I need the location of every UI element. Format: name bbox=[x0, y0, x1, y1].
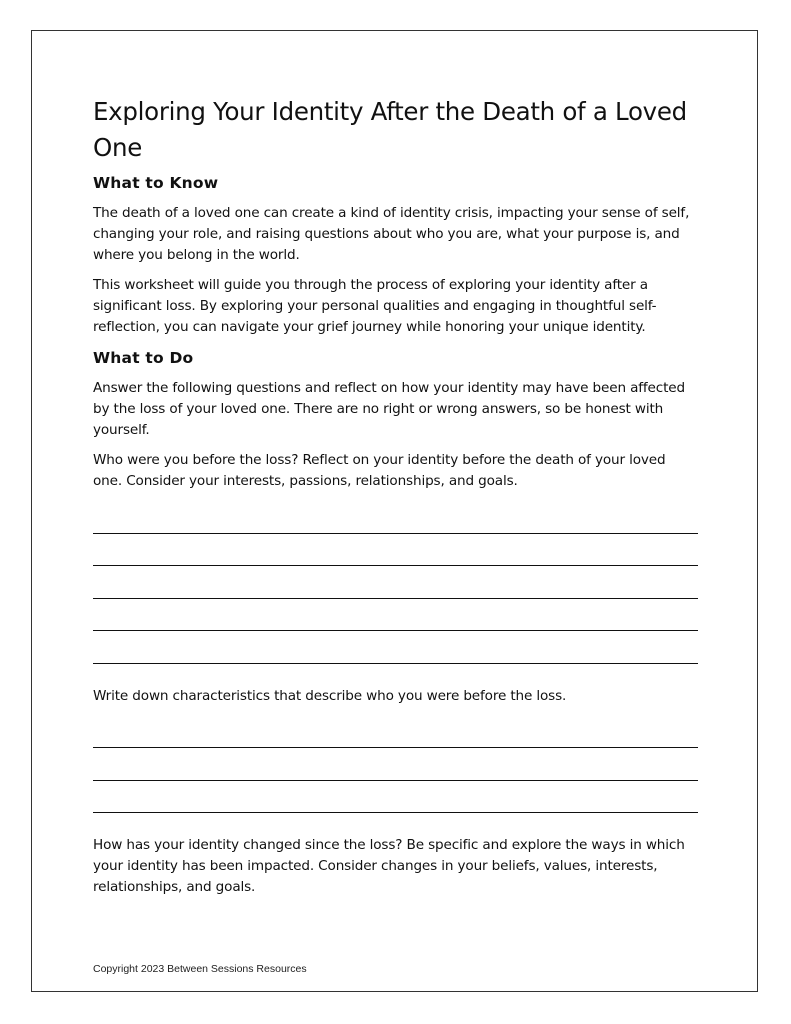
answer-line[interactable] bbox=[93, 501, 698, 534]
worksheet-content bbox=[93, 94, 698, 907]
answer-line[interactable] bbox=[93, 566, 698, 599]
question-prompt-1: Who were you before the loss? Reflect on your identity before the death of your loved one. Consider your interests, passions, relationships, and goals. bbox=[93, 452, 666, 489]
question-prompt-2: Write down characteristics that describe who you were before the loss. bbox=[93, 687, 567, 704]
answer-line[interactable] bbox=[93, 631, 698, 664]
answer-line[interactable] bbox=[93, 748, 698, 781]
page-title: Exploring Your Identity After the Death of a Loved One bbox=[93, 97, 687, 162]
answer-lines-1[interactable] bbox=[93, 501, 698, 664]
answer-lines-2[interactable] bbox=[93, 716, 698, 814]
paragraph: This worksheet will guide you through the process of exploring your identity after a significant loss. By exploring your personal qualities and engaging in thoughtful self-reflection, you can navigate your grief journey while honoring your unique identity. bbox=[93, 277, 657, 335]
answer-line[interactable] bbox=[93, 599, 698, 632]
paragraph: The death of a loved one can create a kind of identity crisis, impacting your sense of self, changing your role, and raising questions about who you are, what your purpose is, and where you belong in the world. bbox=[93, 205, 690, 263]
section-heading-what-to-do: What to Do bbox=[93, 349, 194, 367]
answer-line[interactable] bbox=[93, 534, 698, 567]
answer-line[interactable] bbox=[93, 716, 698, 749]
answer-line[interactable] bbox=[93, 781, 698, 814]
section-heading-what-to-know: What to Know bbox=[93, 174, 219, 192]
paragraph: Answer the following questions and reflect on how your identity may have been affected by the loss of your loved one. There are no right or wrong answers, so be honest with yourself. bbox=[93, 380, 685, 438]
question-prompt-3: How has your identity changed since the loss? Be specific and explore the ways in which your identity has been impacted. Consider changes in your beliefs, values, interests, relationships, and goals. bbox=[93, 837, 685, 895]
copyright-footer: Copyright 2023 Between Sessions Resources bbox=[93, 963, 307, 975]
